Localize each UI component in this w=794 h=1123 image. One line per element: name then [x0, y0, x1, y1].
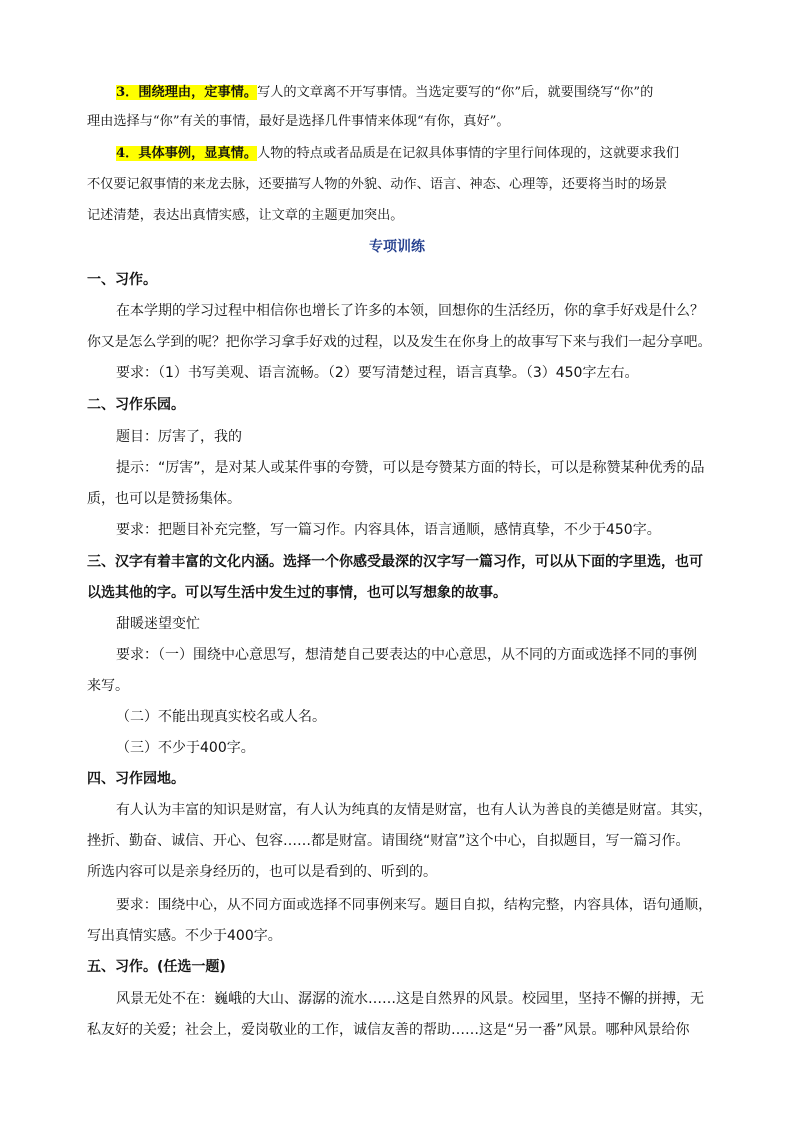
q3-heading-line-1: 三、汉字有着丰富的文化内涵。选择一个你感受最深的汉字写一篇习作，可以从下面的字里选，也可	[87, 554, 703, 570]
tip-3-text: 写人的文章离不开写事情。当选定要写的“你”后，就要围绕写“你”的	[257, 85, 654, 100]
q3-requirement-line-1: 要求：（一）围绕中心意思写，想清楚自己要表达的中心意思，从不同的方面或选择不同的事例	[116, 647, 697, 663]
q3-character-options: 甜暖迷望变忙	[116, 616, 200, 632]
q4-text-line-1: 有人认为丰富的知识是财富，有人认为纯真的友情是财富，也有人认为善良的美德是财富。其实，	[116, 802, 712, 818]
tip-4-text: 人物的特点或者品质是在记叙具体事情的字里行间体现的，这就要求我们	[257, 146, 680, 161]
q1-text-line-1: 在本学期的学习过程中相信你也增长了许多的本领，回想你的生活经历，你的拿手好戏是什么？	[116, 303, 704, 319]
q5-text-line-2: 私友好的关爱；社会上，爱岗敬业的工作，诚信友善的帮助……这是“另一番”风景。哪种风景给你	[87, 1022, 690, 1038]
tip-4-heading: 4．具体事例，显真情。	[116, 146, 258, 161]
q2-tip-line-2: 质，也可以是赞扬集体。	[87, 491, 241, 507]
q4-heading: 四、习作园地。	[87, 771, 185, 787]
q2-requirement: 要求：把题目补充完整，写一篇习作。内容具体，语言通顺，感情真挚，不少于450字。	[116, 522, 661, 538]
q4-text-line-2: 挫折、勤奋、诚信、开心、包容……都是财富。请围绕“财富”这个中心，自拟题目，写一篇习作。	[87, 833, 690, 849]
q3-requirement-line-2: 来写。	[87, 678, 129, 694]
tip-4-line-3: 记述清楚，表达出真情实感，让文章的主题更加突出。	[87, 208, 404, 223]
tip-3-line-2: 理由选择与“你”有关的事情，最好是选择几件事情来体现“有你，真好”。	[87, 114, 510, 129]
q2-tip-line-1: 提示：“厉害”，是对某人或某件事的夸赞，可以是夸赞某方面的特长，可以是称赞某种优秀的品	[116, 460, 705, 476]
q3-heading-line-2: 以选其他的字。可以写生活中发生过的事情，也可以写想象的故事。	[87, 585, 507, 601]
q1-requirement: 要求：（1）书写美观、语言流畅。（2）要写清楚过程，语言真挚。（3）450字左右。	[116, 365, 639, 381]
q2-heading: 二、习作乐园。	[87, 397, 185, 413]
q4-text-line-3: 所选内容可以是亲身经历的，也可以是看到的、听到的。	[87, 864, 437, 880]
tip-3-heading: 3．围绕理由，定事情。	[116, 85, 258, 100]
tip-4-line-1	[116, 145, 679, 163]
q4-requirement-line-2: 写出真情实感。不少于400字。	[87, 928, 282, 944]
q1-text-line-2: 你又是怎么学到的呢？把你学习拿手好戏的过程，以及发生在你身上的故事写下来与我们一起分享吧。	[87, 334, 712, 350]
q2-topic: 题目：厉害了，我的	[116, 429, 242, 445]
q5-heading: 五、习作。(任选一题)	[87, 959, 226, 975]
q3-requirement-line-3: （二）不能出现真实校名或人名。	[116, 709, 326, 725]
section-title: 专项训练	[369, 239, 425, 255]
q1-heading: 一、习作。	[87, 272, 157, 288]
q4-requirement-line-1: 要求：围绕中心，从不同方面或选择不同事例来写。题目自拟，结构完整，内容具体，语句通顺，	[116, 897, 712, 913]
tip-4-line-2: 不仅要记叙事情的来龙去脉，还要描写人物的外貌、动作、语言、神态、心理等，还要将当时的场景	[87, 177, 668, 192]
tip-3-line-1	[116, 84, 653, 102]
q5-text-line-1: 风景无处不在：巍峨的大山、潺潺的流水……这是自然界的风景。校园里，坚持不懈的拼搏，无	[116, 991, 704, 1007]
q3-requirement-line-4: （三）不少于400字。	[116, 740, 255, 756]
